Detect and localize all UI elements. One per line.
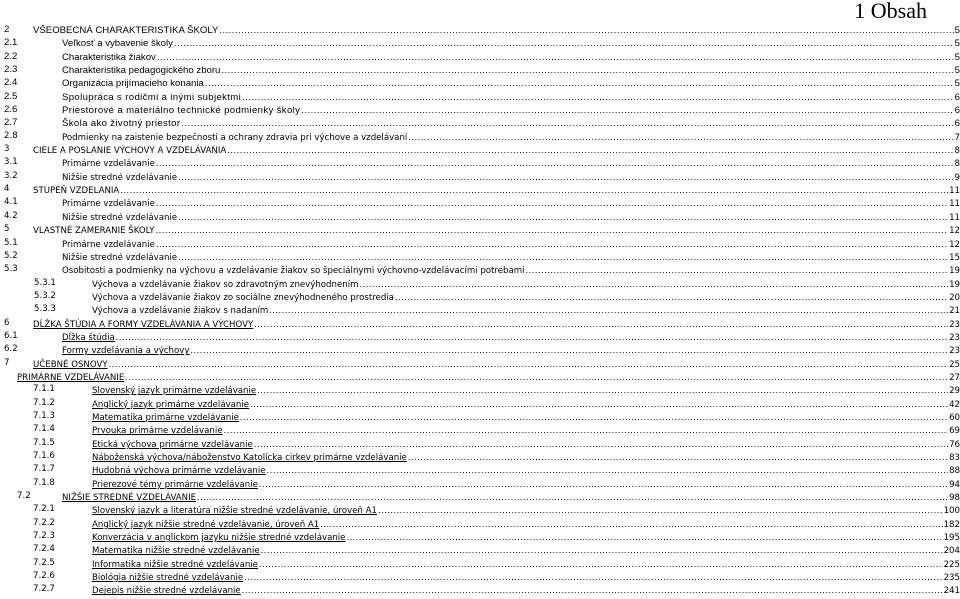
toc-entry[interactable] [0, 63, 960, 76]
toc-entry-title[interactable]: VŠEOBECNÁ CHARAKTERISTIKA ŠKOLY [33, 25, 219, 36]
toc-entry-line [62, 36, 960, 50]
toc-entry[interactable] [0, 277, 960, 290]
toc-entry-number: 5 [4, 224, 10, 235]
toc-entry-number: 7.1.4 [33, 424, 55, 435]
toc-entry-number: 4.2 [4, 210, 18, 221]
toc-entry-page[interactable]: 27 [949, 372, 960, 383]
toc-entry-title[interactable]: Organizácia prijímacieho konania [62, 78, 204, 90]
toc-entry-title[interactable]: Primárne vzdelávanie [62, 239, 155, 250]
toc-entry-page[interactable]: 5 [954, 65, 960, 77]
toc-entry-page[interactable]: 195 [943, 533, 960, 544]
toc-entry-title[interactable]: Nižšie stredné vzdelávanie [62, 212, 178, 223]
toc-entry[interactable] [0, 103, 960, 116]
toc-entry-number: 7.1.7 [33, 464, 55, 475]
toc-entry-title[interactable]: Nižšie stredné vzdelávanie [62, 252, 178, 263]
dot-leader [120, 183, 948, 196]
toc-entry[interactable] [0, 503, 960, 516]
toc-entry[interactable] [0, 410, 960, 423]
toc-entry-page[interactable]: 11 [949, 212, 960, 223]
toc-entry-number: 7.1.5 [33, 437, 55, 448]
dot-leader [125, 370, 948, 383]
toc-entry[interactable] [0, 290, 960, 303]
toc-entry-number: 6 [4, 317, 10, 328]
toc-entry-title[interactable]: Výchova a vzdelávanie žiakov so zdravotným znevýhodnením [92, 279, 359, 290]
toc-entry-page[interactable]: 88 [949, 466, 960, 477]
toc-entry-number: 2.1 [4, 37, 18, 49]
dot-leader [156, 156, 954, 169]
toc-entry-page[interactable]: 25 [949, 359, 960, 370]
toc-entry-title[interactable]: STUPEŇ VZDELANIA [33, 186, 120, 197]
toc-entry-title[interactable]: Nižšie stredné vzdelávanie [62, 172, 178, 183]
toc-entry[interactable] [0, 517, 960, 530]
toc-entry-page[interactable]: 6 [954, 118, 960, 130]
toc-entry-number: 7.2.3 [33, 531, 55, 542]
toc-entry-title[interactable]: Slovenský jazyk primárne vzdelávanie [92, 386, 257, 397]
dot-leader [257, 383, 948, 396]
toc-entry-number: 7.2.5 [33, 557, 55, 568]
dot-leader [174, 36, 954, 49]
dot-leader [320, 517, 942, 530]
toc-entry-number: 7.2.1 [33, 504, 55, 515]
toc-entry[interactable] [0, 330, 960, 343]
toc-entry-page[interactable]: 6 [954, 105, 960, 117]
toc-entry-title[interactable]: Primárne vzdelávanie [62, 159, 155, 170]
toc-entry[interactable] [0, 317, 960, 330]
toc-entry-number: 5.3.1 [34, 277, 56, 288]
toc-entry-page[interactable]: 5 [954, 38, 960, 50]
toc-entry-title[interactable]: UČEBNÉ OSNOVY [33, 359, 108, 370]
toc-entry-page[interactable]: 83 [949, 453, 960, 463]
dot-leader [395, 290, 948, 303]
toc-entry-line [62, 90, 960, 104]
toc-entry-number: 2.2 [4, 50, 18, 62]
dot-leader [269, 303, 948, 316]
toc-entry[interactable] [0, 223, 960, 236]
toc-entry-number: 6.2 [4, 344, 18, 355]
toc-entry-number: 7.2 [17, 491, 31, 502]
dot-leader [408, 130, 953, 143]
toc-entry-title[interactable]: PRIMÁRNE VZDELÁVANIE [17, 372, 125, 383]
dot-leader [261, 543, 943, 556]
dot-leader [221, 63, 953, 76]
toc-entry-title[interactable]: Etická výchova primárne vzdelávanie [92, 439, 253, 450]
toc-entry-page[interactable]: 29 [949, 386, 960, 397]
toc-entry-number: 4.1 [4, 197, 18, 208]
toc-entry[interactable] [0, 570, 960, 583]
toc-entry-number: 3.1 [4, 157, 18, 168]
toc-entry-title[interactable]: VLASTNÉ ZAMERANIE ŠKOLY [33, 226, 155, 237]
toc-entry-number: 3 [4, 144, 10, 155]
toc-entry-page[interactable]: 8 [954, 146, 960, 157]
dot-leader [254, 317, 948, 330]
toc-entry[interactable] [0, 263, 960, 276]
dot-leader [254, 437, 948, 450]
toc-entry[interactable] [0, 343, 960, 356]
toc-entry[interactable] [0, 583, 960, 596]
toc-entry[interactable] [0, 370, 960, 383]
toc-entry-title[interactable]: Dĺžka štúdia [62, 332, 115, 343]
toc-entry-page[interactable]: 94 [949, 479, 960, 490]
toc-entry-number: 3.2 [4, 170, 18, 181]
toc-entry-page[interactable]: 225 [943, 559, 960, 570]
toc-entry-number: 2.6 [4, 104, 18, 116]
toc-entry-page[interactable]: 23 [949, 346, 960, 357]
dot-leader [259, 557, 943, 570]
toc-entry-page[interactable]: 12 [949, 239, 960, 250]
toc-entry-number: 2.7 [4, 117, 18, 129]
toc-entry-page[interactable]: 42 [949, 399, 960, 410]
toc-entry-number: 2.4 [4, 77, 18, 89]
dot-leader [242, 583, 943, 596]
toc-entry-title[interactable]: Podmienky na zaistenie bezpečnosti a ochrany zdravia pri výchove a vzdelávaní [62, 132, 408, 143]
toc-entry[interactable] [0, 116, 960, 129]
toc-entry-number: 2 [4, 24, 10, 35]
toc-entry-page[interactable]: 100 [943, 506, 960, 517]
toc-entry[interactable] [0, 490, 960, 503]
toc-entry-title[interactable]: Prierezové témy primárne vzdelávanie [92, 479, 258, 490]
toc-entry-number: 7.1.3 [33, 410, 55, 421]
toc-entry-title[interactable]: Slovenský jazyk a literatúra nižšie stredné vzdelávanie, úroveň A1 [92, 506, 377, 517]
toc-entry[interactable] [0, 130, 960, 143]
toc-entry-number: 7.2.4 [33, 544, 55, 555]
toc-entry-title[interactable]: Výchova a vzdelávanie žiakov zo sociálne znevýhodneného prostredia [92, 292, 394, 303]
toc-entry[interactable] [0, 50, 960, 63]
dot-leader [197, 490, 948, 503]
page-title: 1 Obsah [854, 0, 927, 23]
toc-entry-number: 7.2.6 [33, 571, 55, 582]
toc-entry-title[interactable]: Hudobná výchova primárne vzdelávanie [92, 466, 266, 477]
toc-entry-title[interactable]: Náboženská výchova/náboženstvo Katolícka cirkev primárne vzdelávanie [92, 453, 407, 463]
dot-leader [181, 116, 953, 129]
toc-entry[interactable] [0, 143, 960, 156]
dot-leader [227, 143, 953, 156]
toc-entry-page[interactable]: 6 [954, 91, 960, 103]
toc-entry-number: 7 [4, 357, 10, 368]
toc-entry-title[interactable]: Charakteristika žiakov [62, 51, 156, 63]
toc-entry-page[interactable]: 20 [949, 292, 960, 303]
toc-entry-page[interactable]: 5 [954, 51, 960, 63]
dot-leader [178, 250, 948, 263]
toc-entry[interactable] [0, 90, 960, 103]
toc-entry-number: 7.2.2 [33, 517, 55, 528]
toc-entry-number: 5.2 [4, 250, 18, 261]
toc-entry[interactable] [0, 543, 960, 556]
toc-entry-line [62, 50, 960, 64]
toc-entry[interactable] [0, 237, 960, 250]
toc-entry-page[interactable]: 69 [949, 426, 960, 437]
toc-entry[interactable] [0, 530, 960, 543]
toc-entry-page[interactable]: 235 [943, 573, 960, 584]
dot-leader [240, 410, 948, 423]
table-of-contents [0, 23, 960, 597]
toc-entry-line [62, 103, 960, 117]
toc-entry-title[interactable]: Priestorové a materiálno technické podmienky školy [62, 105, 301, 117]
toc-entry-page[interactable]: 60 [949, 412, 960, 423]
dot-leader [408, 450, 948, 463]
toc-entry-title[interactable]: Matematika primárne vzdelávanie [92, 412, 239, 423]
toc-entry-title[interactable]: Informatika nižšie stredné vzdelávanie [92, 559, 258, 570]
toc-entry-title[interactable]: Dejepis nižšie stredné vzdelávanie [92, 586, 241, 597]
toc-entry-page[interactable]: 8 [954, 159, 960, 170]
toc-entry-number: 5.3.2 [34, 290, 56, 301]
toc-entry-number: 5.3 [4, 264, 18, 275]
toc-entry-line [92, 583, 960, 598]
dot-leader [224, 423, 949, 436]
toc-entry-page[interactable]: 12 [949, 226, 960, 237]
toc-entry[interactable] [0, 383, 960, 396]
toc-entry-page[interactable]: 182 [943, 519, 960, 530]
dot-leader [259, 477, 948, 490]
toc-entry-page[interactable]: 15 [949, 252, 960, 263]
toc-entry-number: 7.1.1 [33, 384, 55, 395]
toc-entry-page[interactable]: 11 [949, 186, 960, 197]
dot-leader [205, 76, 954, 89]
toc-entry[interactable] [0, 357, 960, 370]
toc-entry-title[interactable]: NIŽŠIE STREDNÉ VZDELÁVANIE [62, 493, 197, 504]
toc-entry-page[interactable]: 23 [949, 319, 960, 330]
toc-entry-number: 2.8 [4, 130, 18, 141]
toc-entry[interactable] [0, 437, 960, 450]
dot-leader [359, 277, 948, 290]
toc-entry[interactable] [0, 463, 960, 476]
toc-entry-page[interactable]: 204 [943, 546, 960, 557]
dot-leader [156, 237, 948, 250]
dot-leader [156, 223, 949, 236]
toc-entry[interactable] [0, 557, 960, 570]
toc-entry-number: 4 [4, 184, 10, 195]
toc-entry-page[interactable]: 19 [949, 279, 960, 290]
dot-leader [244, 570, 942, 583]
toc-entry[interactable] [0, 23, 960, 36]
toc-entry-page[interactable]: 98 [949, 493, 960, 504]
toc-entry[interactable] [0, 397, 960, 410]
toc-entry-title[interactable]: Výchova a vzdelávanie žiakov s nadaním [92, 306, 269, 317]
toc-entry[interactable] [0, 423, 960, 436]
toc-entry-title[interactable]: DĹŽKA ŠTÚDIA A FORMY VZDELÁVANIA A VÝCHOVY [33, 319, 254, 330]
toc-entry-title[interactable]: Formy vzdelávania a výchovy [62, 346, 190, 357]
toc-entry[interactable] [0, 250, 960, 263]
toc-entry-line [62, 63, 960, 77]
toc-entry[interactable] [0, 477, 960, 490]
toc-entry[interactable] [0, 196, 960, 209]
dot-leader [116, 330, 948, 343]
dot-leader [109, 357, 948, 370]
toc-entry-title[interactable]: Primárne vzdelávanie [62, 199, 155, 210]
toc-entry[interactable] [0, 156, 960, 169]
dot-leader [301, 103, 953, 116]
toc-entry-title[interactable]: Biológia nižšie stredné vzdelávanie [92, 573, 244, 584]
dot-leader [178, 210, 948, 223]
dot-leader [378, 503, 943, 516]
toc-entry-page[interactable]: 19 [949, 266, 960, 277]
toc-entry-page[interactable]: 23 [949, 332, 960, 343]
toc-entry-page[interactable]: 76 [949, 439, 960, 450]
toc-entry-title[interactable]: Veľkosť a vybavenie školy [62, 38, 173, 50]
toc-entry-title[interactable]: Anglický jazyk primárne vzdelávanie [92, 399, 250, 410]
toc-entry-title[interactable]: CIELE A POSLANIE VÝCHOVY A VZDELÁVANIA [33, 146, 227, 157]
toc-entry-title[interactable]: Konverzácia v anglickom jazyku nižšie stredné vzdelávanie [92, 533, 346, 544]
toc-entry-page[interactable]: 5 [954, 78, 960, 90]
toc-entry-title[interactable]: Spolupráca s rodičmi a inými subjektmi [62, 91, 242, 103]
dot-leader [526, 263, 949, 276]
toc-entry-page[interactable]: 9 [954, 172, 960, 183]
toc-entry-page[interactable]: 11 [949, 199, 960, 210]
dot-leader [190, 343, 948, 356]
toc-entry-title[interactable]: Prvouka primárne vzdelávanie [92, 426, 223, 437]
dot-leader [346, 530, 942, 543]
toc-entry-number: 2.5 [4, 90, 18, 102]
toc-entry-number: 5.1 [4, 237, 18, 248]
toc-entry-number: 2.3 [4, 64, 18, 76]
toc-entry[interactable] [0, 450, 960, 463]
toc-entry-number: 7.1.8 [33, 477, 55, 488]
toc-entry-number: 7.1.2 [33, 397, 55, 408]
toc-entry-page[interactable]: 5 [954, 25, 960, 36]
toc-entry[interactable] [0, 303, 960, 316]
toc-entry[interactable] [0, 76, 960, 89]
toc-entry-number: 7.2.7 [33, 584, 55, 595]
toc-entry-page[interactable]: 21 [949, 306, 960, 317]
dot-leader [250, 397, 948, 410]
toc-entry-line [62, 76, 960, 90]
toc-entry[interactable] [0, 210, 960, 223]
toc-entry-title[interactable]: Matematika nižšie stredné vzdelávanie [92, 546, 260, 557]
dot-leader [267, 463, 949, 476]
toc-entry-page[interactable]: 241 [943, 586, 960, 597]
toc-entry-number: 5.3.3 [34, 304, 56, 315]
toc-entry-line [33, 23, 960, 37]
toc-entry-page[interactable]: 7 [954, 132, 960, 143]
toc-entry[interactable] [0, 36, 960, 49]
dot-leader [242, 90, 954, 103]
toc-entry-line [62, 116, 960, 130]
toc-entry[interactable] [0, 170, 960, 183]
toc-entry-number: 7.1.6 [33, 451, 55, 461]
toc-entry-title[interactable]: Charakteristika pedagogického zboru [62, 65, 221, 77]
toc-entry[interactable] [0, 183, 960, 196]
dot-leader [219, 23, 953, 36]
toc-entry-title[interactable]: Anglický jazyk nižšie stredné vzdelávanie, úroveň A1 [92, 519, 320, 530]
toc-entry-title[interactable]: Škola ako životný priestor [62, 118, 181, 130]
dot-leader [178, 170, 953, 183]
dot-leader [156, 196, 948, 209]
dot-leader [157, 50, 954, 63]
toc-entry-number: 6.1 [4, 330, 18, 341]
toc-entry-title[interactable]: Osobitosti a podmienky na výchovu a vzdelávanie žiakov so špeciálnymi výchovno-vzdelávacími potrebami [62, 266, 525, 277]
